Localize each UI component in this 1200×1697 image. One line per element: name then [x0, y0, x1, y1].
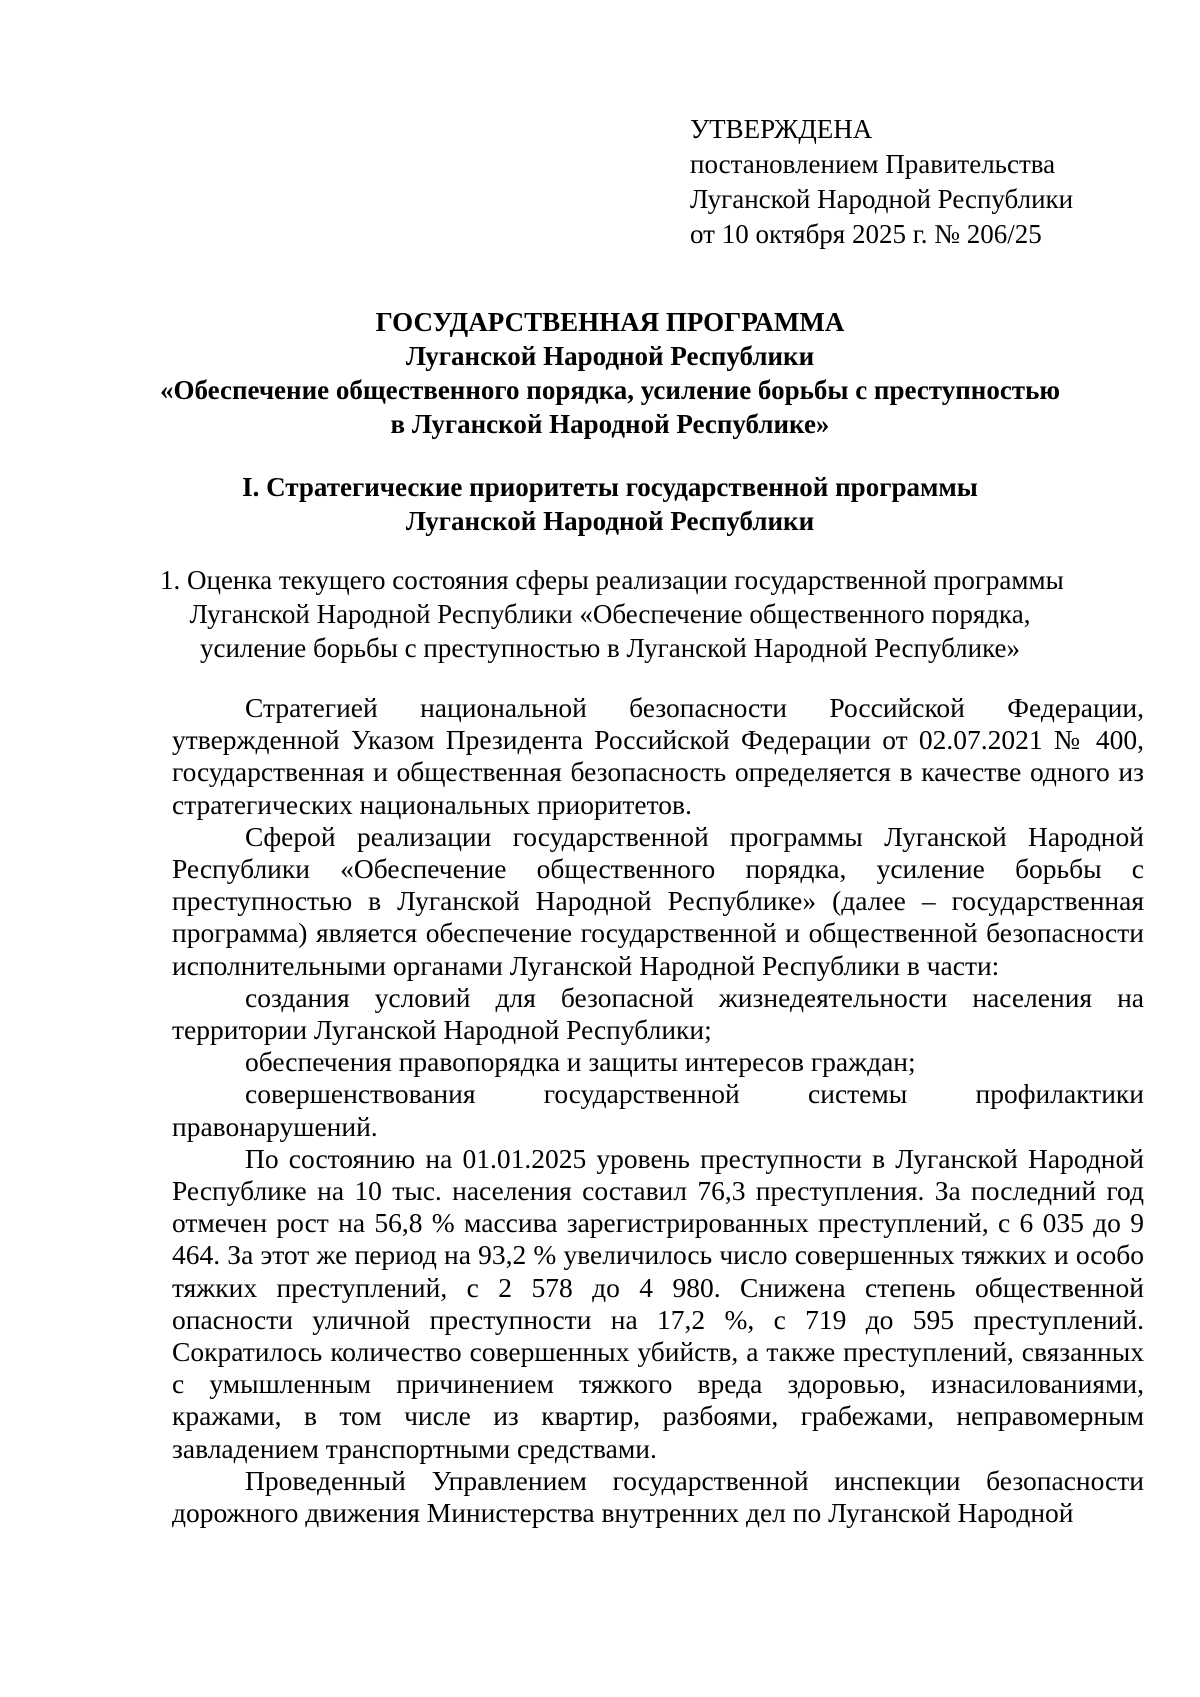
- list-item: совершенствования государственной системы профилактики правонарушений.: [172, 1078, 1144, 1142]
- approval-line: Луганской Народной Республики: [690, 184, 1074, 214]
- subsection-title-line: Луганской Народной Республики «Обеспечение общественного порядка,: [189, 599, 1031, 629]
- list-item: создания условий для безопасной жизнедеятельности населения на территории Луганской Народной Республики;: [172, 981, 1144, 1046]
- approval-stamp: [690, 112, 1150, 252]
- paragraph: По состоянию на 01.01.2025 уровень преступности в Луганской Народной Республике на 10 тыс. населения составил 76,3 преступления. За последний год отмечен рост на 56,8 % массива зарегистрированных преступлений, с 6 035 до 9 464. За этот же период на 93,2 % увеличилось число совершенных тяжких и особо тяжких преступлений, с 2 578 до 4 980. Снижена степень общественной опасности уличной преступности на 17,2 %, с 719 до 595 преступлений. Сократилось количество совершенных убийств, а также преступлений, связанных с умышленным причинением тяжкого вреда здоровью, изнасилованиями, кражами, в том числе из квартир, разбоями, грабежами, неправомерным завладением транспортными средствами.: [172, 1142, 1144, 1464]
- approval-line: постановлением Правительства: [690, 149, 1056, 179]
- approval-heading: УТВЕРЖДЕНА: [690, 114, 873, 144]
- list-item: обеспечения правопорядка и защиты интересов граждан;: [245, 1046, 916, 1078]
- subsection-title: [160, 563, 1064, 665]
- body-text: [172, 692, 1144, 1529]
- subsection-title-line: усиление борьбы с преступностью в Луганской Народной Республике»: [199, 633, 1021, 663]
- section-title: [160, 470, 1060, 538]
- program-title: [160, 305, 1060, 441]
- section-title-line: Луганской Народной Республики: [405, 506, 815, 536]
- section-title-line: I. Стратегические приоритеты государственной программы: [242, 472, 978, 502]
- approval-date: от 10 октября 2025 г. № 206/25: [690, 219, 1042, 249]
- program-title-line: Луганской Народной Республики: [405, 341, 815, 371]
- paragraph: Сферой реализации государственной программы Луганской Народной Республики «Обеспечение общественного порядка, усиление борьбы с преступностью в Луганской Народной Республике» (далее – государственная программа) является обеспечение государственной и общественной безопасности исполнительными органами Луганской Народной Республики в части:: [172, 820, 1144, 981]
- program-title-line: ГОСУДАРСТВЕННАЯ ПРОГРАММА: [375, 307, 845, 337]
- program-title-line: в Луганской Народной Республике»: [390, 409, 830, 439]
- paragraph: Стратегией национальной безопасности Российской Федерации, утвержденной Указом Президента Российской Федерации от 02.07.2021 № 400, государственная и общественная безопасность определяется в качестве одного из стратегических национальных приоритетов.: [172, 692, 1144, 820]
- program-title-line: «Обеспечение общественного порядка, усиление борьбы с преступностью: [160, 375, 1060, 405]
- paragraph: Проведенный Управлением государственной инспекции безопасности дорожного движения Министерства внутренних дел по Луганской Народной: [172, 1464, 1144, 1529]
- subsection-title-line: 1. Оценка текущего состояния сферы реализации государственной программы: [160, 565, 1064, 595]
